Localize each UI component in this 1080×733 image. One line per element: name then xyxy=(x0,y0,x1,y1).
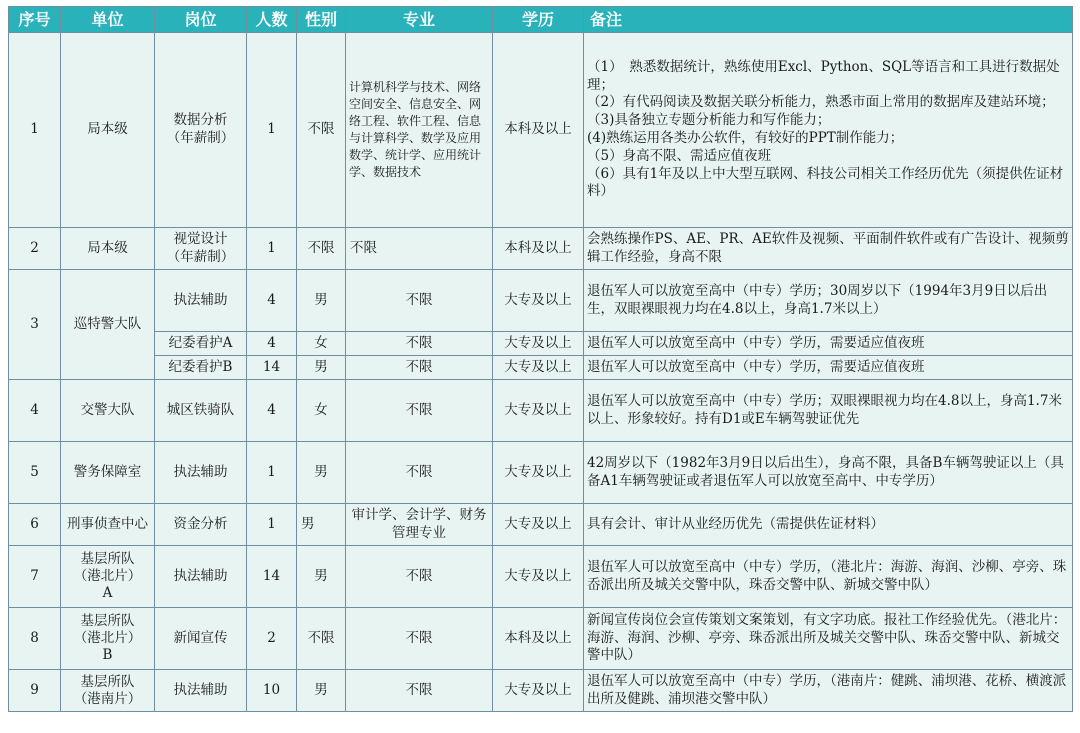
cell-notes: 退伍军人可以放宽至高中（中专）学历；双眼裸眼视力均在4.8以上，身高1.7米以上、形象较好。持有D1或E车辆驾驶证优先 xyxy=(584,380,1073,442)
cell-count: 4 xyxy=(247,380,297,442)
cell-unit: 基层所队 （港北片） A xyxy=(61,546,155,608)
cell-major: 不限 xyxy=(346,546,493,608)
cell-major: 不限 xyxy=(346,270,493,332)
note-line: （2）有代码阅读及数据关联分析能力，熟悉市面上常用的数据库及建站环境； xyxy=(587,94,1055,111)
cell-notes: 退伍军人可以放宽至高中（中专）学历，（港北片：海游、海润、沙柳、亭旁、珠岙派出所及城关交警中队，珠岙交警中队、新城交警中队） xyxy=(584,546,1073,608)
cell-notes: 退伍军人可以放宽至高中（中专）学历，需要适应值夜班 xyxy=(584,332,1073,356)
cell-gender: 不限 xyxy=(297,608,346,670)
table-row xyxy=(9,442,1073,504)
note-line: （6）具有1年及以上中大型互联网、科技公司相关工作经历优先（须提供佐证材料） xyxy=(587,165,1064,200)
cell-count: 1 xyxy=(247,228,297,270)
cell-no: 6 xyxy=(9,504,61,546)
table-row xyxy=(9,270,1073,332)
cell-no: 8 xyxy=(9,608,61,670)
cell-gender: 不限 xyxy=(297,228,346,270)
cell-major: 计算机科学与技术、网络空间安全、信息安全、网络工程、软件工程、信息与计算科学、数学及应用数学、统计学、应用统计学、数据技术 xyxy=(346,33,493,228)
cell-education: 大专及以上 xyxy=(493,670,584,712)
cell-count: 14 xyxy=(247,546,297,608)
cell-education: 大专及以上 xyxy=(493,356,584,380)
cell-gender: 男 xyxy=(297,356,346,380)
cell-gender: 男 xyxy=(297,504,346,546)
table-row xyxy=(9,380,1073,442)
cell-notes xyxy=(584,33,1073,228)
header-education: 学历 xyxy=(493,7,584,33)
cell-gender: 女 xyxy=(297,380,346,442)
cell-post: 执法辅助 xyxy=(155,270,247,332)
cell-post: 城区铁骑队 xyxy=(155,380,247,442)
cell-unit: 基层所队 （港南片） xyxy=(61,670,155,712)
cell-notes: 退伍军人可以放宽至高中（中专）学历，（港南片：健跳、浦坝港、花桥、横渡派出所及健跳、浦坝港交警中队） xyxy=(584,670,1073,712)
cell-education: 大专及以上 xyxy=(493,442,584,504)
recruitment-table xyxy=(8,6,1073,712)
table-row xyxy=(9,546,1073,608)
note-line: （1） 熟悉数据统计，熟练使用Excl、Python、SQL等语言和工具进行数据处理； xyxy=(587,58,1060,93)
header-unit: 单位 xyxy=(61,7,155,33)
cell-post: 新闻宣传 xyxy=(155,608,247,670)
cell-education: 本科及以上 xyxy=(493,33,584,228)
cell-major: 不限 xyxy=(346,332,493,356)
cell-major: 不限 xyxy=(346,608,493,670)
cell-major: 不限 xyxy=(346,356,493,380)
table-row xyxy=(9,33,1073,228)
cell-unit: 局本级 xyxy=(61,228,155,270)
cell-gender: 不限 xyxy=(297,33,346,228)
cell-education: 本科及以上 xyxy=(493,228,584,270)
table-row xyxy=(9,504,1073,546)
cell-post: 纪委看护A xyxy=(155,332,247,356)
cell-education: 本科及以上 xyxy=(493,608,584,670)
cell-major: 不限 xyxy=(346,670,493,712)
header-count: 人数 xyxy=(247,7,297,33)
cell-gender: 男 xyxy=(297,670,346,712)
cell-count: 4 xyxy=(247,270,297,332)
cell-unit: 警务保障室 xyxy=(61,442,155,504)
cell-no: 2 xyxy=(9,228,61,270)
table-row xyxy=(9,670,1073,712)
cell-major: 不限 xyxy=(346,380,493,442)
cell-no: 3 xyxy=(9,270,61,380)
cell-no: 4 xyxy=(9,380,61,442)
cell-major: 不限 xyxy=(346,442,493,504)
table-row xyxy=(9,608,1073,670)
cell-count: 10 xyxy=(247,670,297,712)
cell-unit: 基层所队 （港北片） B xyxy=(61,608,155,670)
cell-no: 9 xyxy=(9,670,61,712)
header-row xyxy=(9,7,1073,33)
note-line: （3)具备独立专题分析能力和写作能力； xyxy=(587,112,831,129)
cell-post: 视觉设计 （年薪制） xyxy=(155,228,247,270)
cell-gender: 男 xyxy=(297,270,346,332)
table-row xyxy=(9,228,1073,270)
header-gender: 性别 xyxy=(297,7,346,33)
cell-count: 4 xyxy=(247,332,297,356)
cell-gender: 男 xyxy=(297,442,346,504)
cell-education: 大专及以上 xyxy=(493,332,584,356)
header-no: 序号 xyxy=(9,7,61,33)
cell-post: 执法辅助 xyxy=(155,546,247,608)
cell-notes: 具有会计、审计从业经历优先（需提供佐证材料） xyxy=(584,504,1073,546)
header-notes: 备注 xyxy=(584,7,1073,33)
cell-notes: 会熟练操作PS、AE、PR、AE软件及视频、平面制件软件或有广告设计、视频剪辑工作经验，身高不限 xyxy=(584,228,1073,270)
header-post: 岗位 xyxy=(155,7,247,33)
cell-post: 执法辅助 xyxy=(155,670,247,712)
cell-education: 大专及以上 xyxy=(493,380,584,442)
cell-post: 数据分析 （年薪制） xyxy=(155,33,247,228)
cell-gender: 女 xyxy=(297,332,346,356)
cell-count: 1 xyxy=(247,33,297,228)
cell-unit: 交警大队 xyxy=(61,380,155,442)
cell-major: 不限 xyxy=(346,228,493,270)
cell-notes: 退伍军人可以放宽至高中（中专）学历，需要适应值夜班 xyxy=(584,356,1073,380)
cell-count: 1 xyxy=(247,442,297,504)
cell-count: 2 xyxy=(247,608,297,670)
cell-education: 大专及以上 xyxy=(493,270,584,332)
cell-unit: 局本级 xyxy=(61,33,155,228)
cell-count: 1 xyxy=(247,504,297,546)
cell-no: 5 xyxy=(9,442,61,504)
header-major: 专业 xyxy=(346,7,493,33)
cell-no: 1 xyxy=(9,33,61,228)
cell-notes: 退伍军人可以放宽至高中（中专）学历；30周岁以下（1994年3月9日以后出生，双眼裸眼视力均在4.8以上，身高1.7米以上） xyxy=(584,270,1073,332)
cell-education: 大专及以上 xyxy=(493,546,584,608)
table-row xyxy=(9,332,1073,356)
cell-notes: 新闻宣传岗位会宣传策划文案策划，有文字功底。报社工作经验优先。（港北片：海游、海润、沙柳、亭旁、珠岙派出所及城关交警中队、珠岙交警中队、新城交警中队） xyxy=(584,608,1073,670)
cell-gender: 男 xyxy=(297,546,346,608)
cell-count: 14 xyxy=(247,356,297,380)
cell-post: 执法辅助 xyxy=(155,442,247,504)
cell-education: 大专及以上 xyxy=(493,504,584,546)
cell-major: 审计学、会计学、财务管理专业 xyxy=(346,504,493,546)
cell-notes: 42周岁以下（1982年3月9日以后出生），身高不限，具备B车辆驾驶证以上（具备A1车辆驾驶证或者退伍军人可以放宽至高中、中专学历） xyxy=(584,442,1073,504)
cell-unit: 巡特警大队 xyxy=(61,270,155,380)
cell-post: 资金分析 xyxy=(155,504,247,546)
note-line: (4)熟练运用各类办公软件，有较好的PPT制作能力； xyxy=(587,130,904,146)
cell-no: 7 xyxy=(9,546,61,608)
cell-post: 纪委看护B xyxy=(155,356,247,380)
note-line: （5）身高不限、需适应值夜班 xyxy=(587,147,772,164)
cell-unit: 刑事侦查中心 xyxy=(61,504,155,546)
table-row xyxy=(9,356,1073,380)
